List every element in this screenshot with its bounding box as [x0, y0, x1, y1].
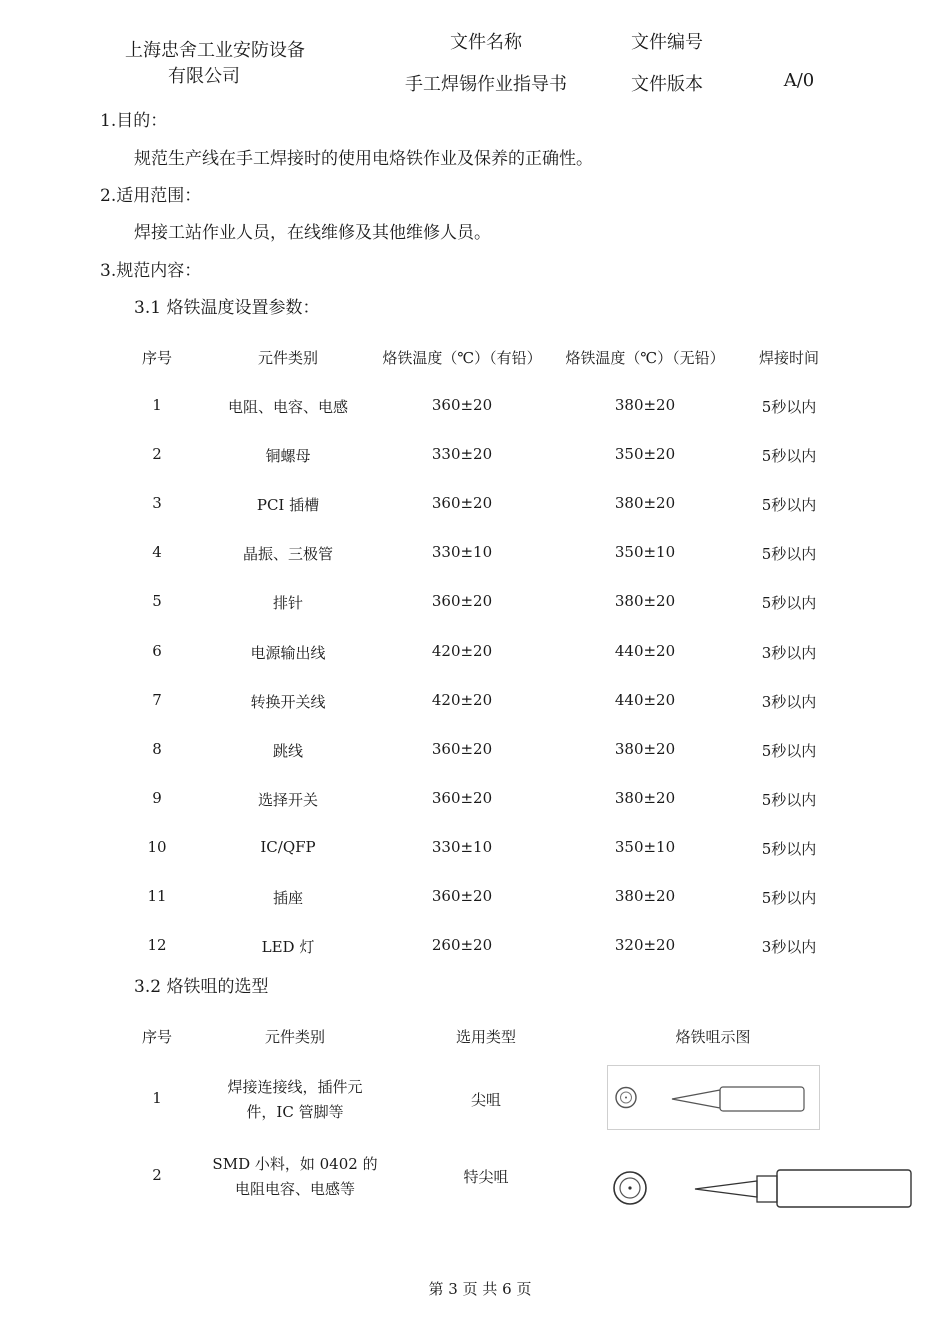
version-value: A/0 — [783, 70, 815, 91]
temp-cell-category: IC/QFP — [260, 837, 316, 856]
tip-row-2-type: 特尖咀 — [463, 1168, 509, 1186]
temp-cell-time: 5秒以内 — [761, 496, 817, 515]
temp-cell-leaded: 260±20 — [431, 936, 493, 955]
temp-cell-category: 晶振、三极管 — [242, 545, 334, 564]
temp-cell-time: 5秒以内 — [761, 447, 817, 466]
temp-cell-category: 选择开关 — [257, 790, 319, 809]
tip-header-image: 烙铁咀示图 — [675, 1028, 751, 1046]
temp-cell-no: 4 — [152, 543, 162, 562]
temp-cell-no: 7 — [152, 690, 162, 709]
temp-cell-category: 排针 — [272, 594, 304, 613]
section-3-title: 3.规范内容： — [100, 261, 202, 281]
temp-cell-no: 2 — [152, 445, 162, 464]
temp-cell-leadfree: 440±20 — [614, 641, 676, 660]
company-name-line2: 有限公司 — [168, 66, 240, 87]
temp-cell-no: 11 — [147, 887, 167, 905]
temp-cell-leadfree: 350±20 — [614, 445, 676, 464]
temp-cell-no: 10 — [147, 837, 167, 856]
temp-cell-time: 5秒以内 — [761, 398, 817, 416]
temp-cell-time: 3秒以内 — [761, 692, 817, 711]
tip-row-1-no: 1 — [152, 1089, 162, 1107]
tip-row-1-category-line1: 焊接连接线，插件元 — [227, 1078, 363, 1096]
temp-header-leadfree: 烙铁温度（℃）（无铅） — [565, 349, 725, 367]
temp-cell-category: 电源输出线 — [250, 643, 326, 662]
tip-row-2-category-line2: 电阻电容、电感等 — [234, 1180, 356, 1198]
section-2-title: 2.适用范围： — [100, 186, 202, 206]
section-1-body: 规范生产线在手工焊接时的使用电烙铁作业及保养的正确性。 — [134, 149, 593, 169]
fine-tip-icon — [607, 1160, 917, 1220]
temp-cell-leadfree: 350±10 — [614, 543, 676, 562]
temp-cell-category: PCI 插槽 — [256, 496, 320, 515]
temp-cell-category: 电阻、电容、电感 — [227, 398, 349, 416]
temp-header-leaded: 烙铁温度（℃）（有铅） — [382, 349, 542, 367]
doc-title: 手工焊锡作业指导书 — [405, 74, 567, 95]
temp-cell-leadfree: 440±20 — [614, 690, 676, 709]
temp-cell-leadfree: 380±20 — [614, 592, 676, 611]
tip-header-type: 选用类型 — [455, 1028, 517, 1046]
temp-cell-leadfree: 380±20 — [614, 887, 676, 905]
temp-cell-time: 5秒以内 — [761, 889, 817, 907]
temp-cell-leadfree: 380±20 — [614, 396, 676, 414]
temp-cell-leadfree: 380±20 — [614, 788, 676, 807]
temp-cell-no: 1 — [152, 396, 162, 414]
temp-cell-category: 跳线 — [272, 741, 304, 760]
temp-cell-time: 5秒以内 — [761, 594, 817, 613]
temp-header-no: 序号 — [141, 349, 173, 367]
temp-cell-leaded: 420±20 — [431, 690, 493, 709]
section-3-2-title: 3.2 烙铁咀的选型 — [134, 977, 269, 997]
temp-cell-no: 12 — [147, 936, 167, 955]
temp-cell-time: 3秒以内 — [761, 643, 817, 662]
temp-cell-leaded: 360±20 — [431, 788, 493, 807]
tip-row-2-no: 2 — [152, 1166, 162, 1184]
temp-cell-leaded: 360±20 — [431, 396, 493, 414]
temp-cell-no: 3 — [152, 494, 162, 513]
temp-cell-leaded: 360±20 — [431, 494, 493, 513]
temp-cell-leadfree: 350±10 — [614, 837, 676, 856]
temp-cell-leaded: 360±20 — [431, 739, 493, 758]
temp-cell-category: 铜螺母 — [265, 447, 311, 466]
temp-cell-leaded: 420±20 — [431, 641, 493, 660]
temp-cell-category: 插座 — [272, 889, 304, 907]
temp-cell-category: LED 灯 — [261, 938, 315, 957]
version-label: 文件版本 — [631, 74, 703, 95]
temp-cell-leaded: 330±10 — [431, 837, 493, 856]
temp-header-time: 焊接时间 — [758, 349, 820, 367]
temp-header-category: 元件类别 — [257, 349, 319, 367]
temp-cell-no: 5 — [152, 592, 162, 611]
temp-cell-leadfree: 320±20 — [614, 936, 676, 955]
temp-cell-leaded: 360±20 — [431, 592, 493, 611]
temp-cell-time: 5秒以内 — [761, 790, 817, 809]
tip-header-no: 序号 — [141, 1028, 173, 1046]
temp-cell-time: 5秒以内 — [761, 545, 817, 564]
company-name-line1: 上海忠舍工业安防设备 — [125, 40, 305, 61]
temp-cell-category: 转换开关线 — [250, 692, 326, 711]
section-2-body: 焊接工站作业人员，在线维修及其他维修人员。 — [134, 223, 491, 243]
temp-cell-leadfree: 380±20 — [614, 739, 676, 758]
tip-row-1-category-line2: 件，IC 管脚等 — [246, 1103, 344, 1121]
temp-cell-leaded: 330±10 — [431, 543, 493, 562]
tip-row-1-type: 尖咀 — [470, 1091, 502, 1109]
file-name-label: 文件名称 — [450, 32, 522, 53]
temp-cell-time: 5秒以内 — [761, 741, 817, 760]
temp-cell-time: 3秒以内 — [761, 938, 817, 957]
tip-header-category: 元件类别 — [264, 1028, 326, 1046]
temp-cell-no: 6 — [152, 641, 162, 660]
temp-cell-no: 8 — [152, 739, 162, 758]
temp-cell-leaded: 330±20 — [431, 445, 493, 464]
temp-cell-no: 9 — [152, 788, 162, 807]
tip-row-2-category-line1: SMD 小料，如 0402 的 — [212, 1155, 378, 1173]
temp-cell-leaded: 360±20 — [431, 887, 493, 905]
temp-cell-leadfree: 380±20 — [614, 494, 676, 513]
page-number: 第 3 页 共 6 页 — [428, 1280, 532, 1298]
conical-tip-icon — [607, 1065, 820, 1130]
section-1-title: 1.目的： — [100, 111, 168, 131]
file-no-label: 文件编号 — [631, 32, 703, 53]
section-3-1-title: 3.1 烙铁温度设置参数： — [134, 298, 320, 318]
temp-cell-time: 5秒以内 — [761, 839, 817, 858]
